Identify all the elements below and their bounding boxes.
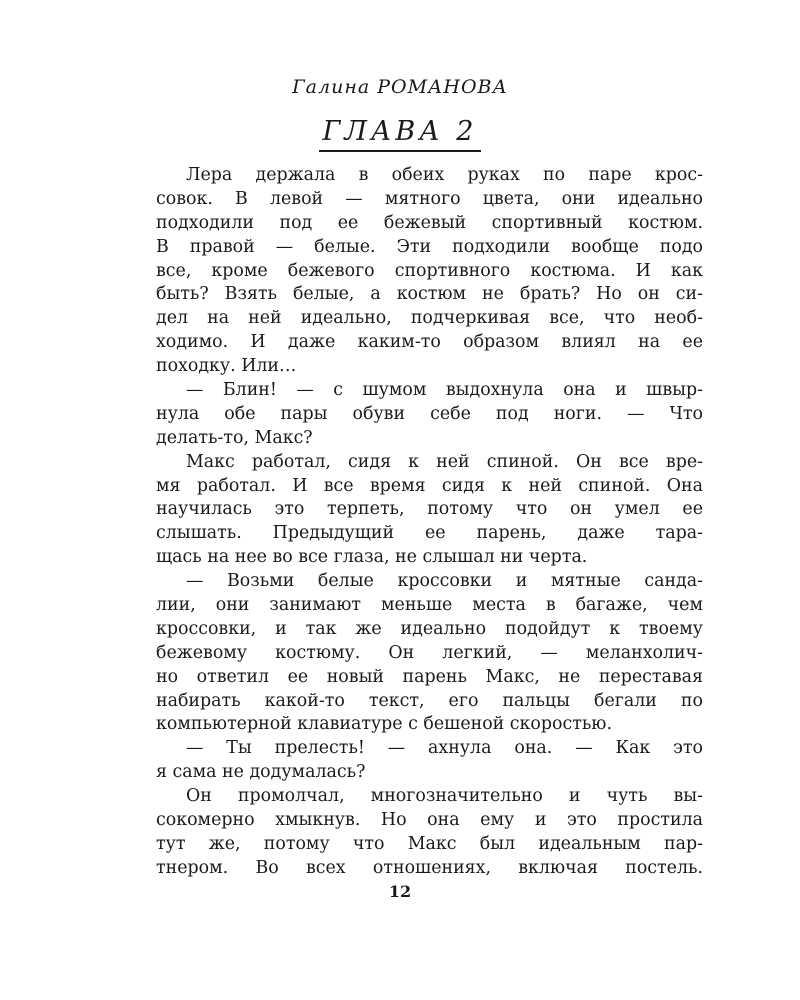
text-line: но ответил ее новый парень Макс, не переставая	[156, 666, 703, 687]
text-line: научилась это терпеть, потому что он умел ее	[156, 499, 703, 520]
chapter-title: ГЛАВА 2	[319, 116, 482, 152]
text-line: — Ты прелесть! — ахнула она. — Как это	[186, 738, 703, 759]
text-line: нула обе пары обуви себе под ноги. — Что	[156, 403, 703, 424]
text-line: совок. В левой — мятного цвета, они идеально	[156, 188, 703, 209]
text-line: — Возьми белые кроссовки и мятные санда-	[186, 571, 703, 592]
text-line: Лера держала в обеих руках по паре крос-	[186, 165, 703, 185]
text-line: подходили под ее бежевый спортивный костюм.	[156, 212, 703, 233]
text-line: делать-то, Макс?	[156, 427, 313, 448]
text-line: бежевому костюму. Он легкий, — меланхолич-	[156, 642, 703, 663]
page-number: 12	[388, 882, 412, 901]
text-line: лии, они занимают меньше места в багаже, чем	[156, 595, 703, 616]
text-line: набирать какой-то текст, его пальцы бегали по	[156, 690, 703, 711]
text-line: слышать. Предыдущий ее парень, даже тара-	[156, 523, 703, 544]
text-line: дел на ней идеально, подчеркивая все, что необ-	[156, 308, 703, 329]
text-line: тнером. Во всех отношениях, включая постель.	[156, 857, 703, 878]
body-text	[156, 164, 703, 881]
text-line: мя работал. И все время сидя к ней спиной. Она	[156, 475, 703, 496]
running-head-author: Галина РОМАНОВА	[292, 76, 508, 98]
text-line: быть? Взять белые, а костюм не брать? Но он си-	[156, 284, 703, 305]
text-line: Макс работал, сидя к ней спиной. Он все вре-	[186, 451, 703, 472]
text-line: сокомерно хмыкнув. Но она ему и это простила	[156, 810, 703, 831]
text-line: походку. Или…	[156, 356, 297, 377]
chapter-heading	[0, 116, 800, 152]
text-line: компьютерной клавиатуре с бешеной скоростью.	[156, 714, 612, 735]
text-line: все, кроме бежевого спортивного костюма. И как	[156, 260, 703, 281]
text-line: Он промолчал, многозначительно и чуть вы-	[186, 786, 703, 807]
text-line: — Блин! — с шумом выдохнула она и швыр-	[186, 380, 703, 401]
text-line: я сама не додумалась?	[156, 762, 366, 783]
text-line: тут же, потому что Макс был идеальным пар-	[156, 833, 703, 854]
text-line: щась на нее во все глаза, не слышал ни черта.	[156, 547, 588, 568]
text-line: ходимо. И даже каким-то образом влиял на ее	[156, 332, 703, 353]
text-line: В правой — белые. Эти подходили вообще подо	[156, 236, 703, 257]
text-line: кроссовки, и так же идеально подойдут к твоему	[156, 618, 703, 639]
